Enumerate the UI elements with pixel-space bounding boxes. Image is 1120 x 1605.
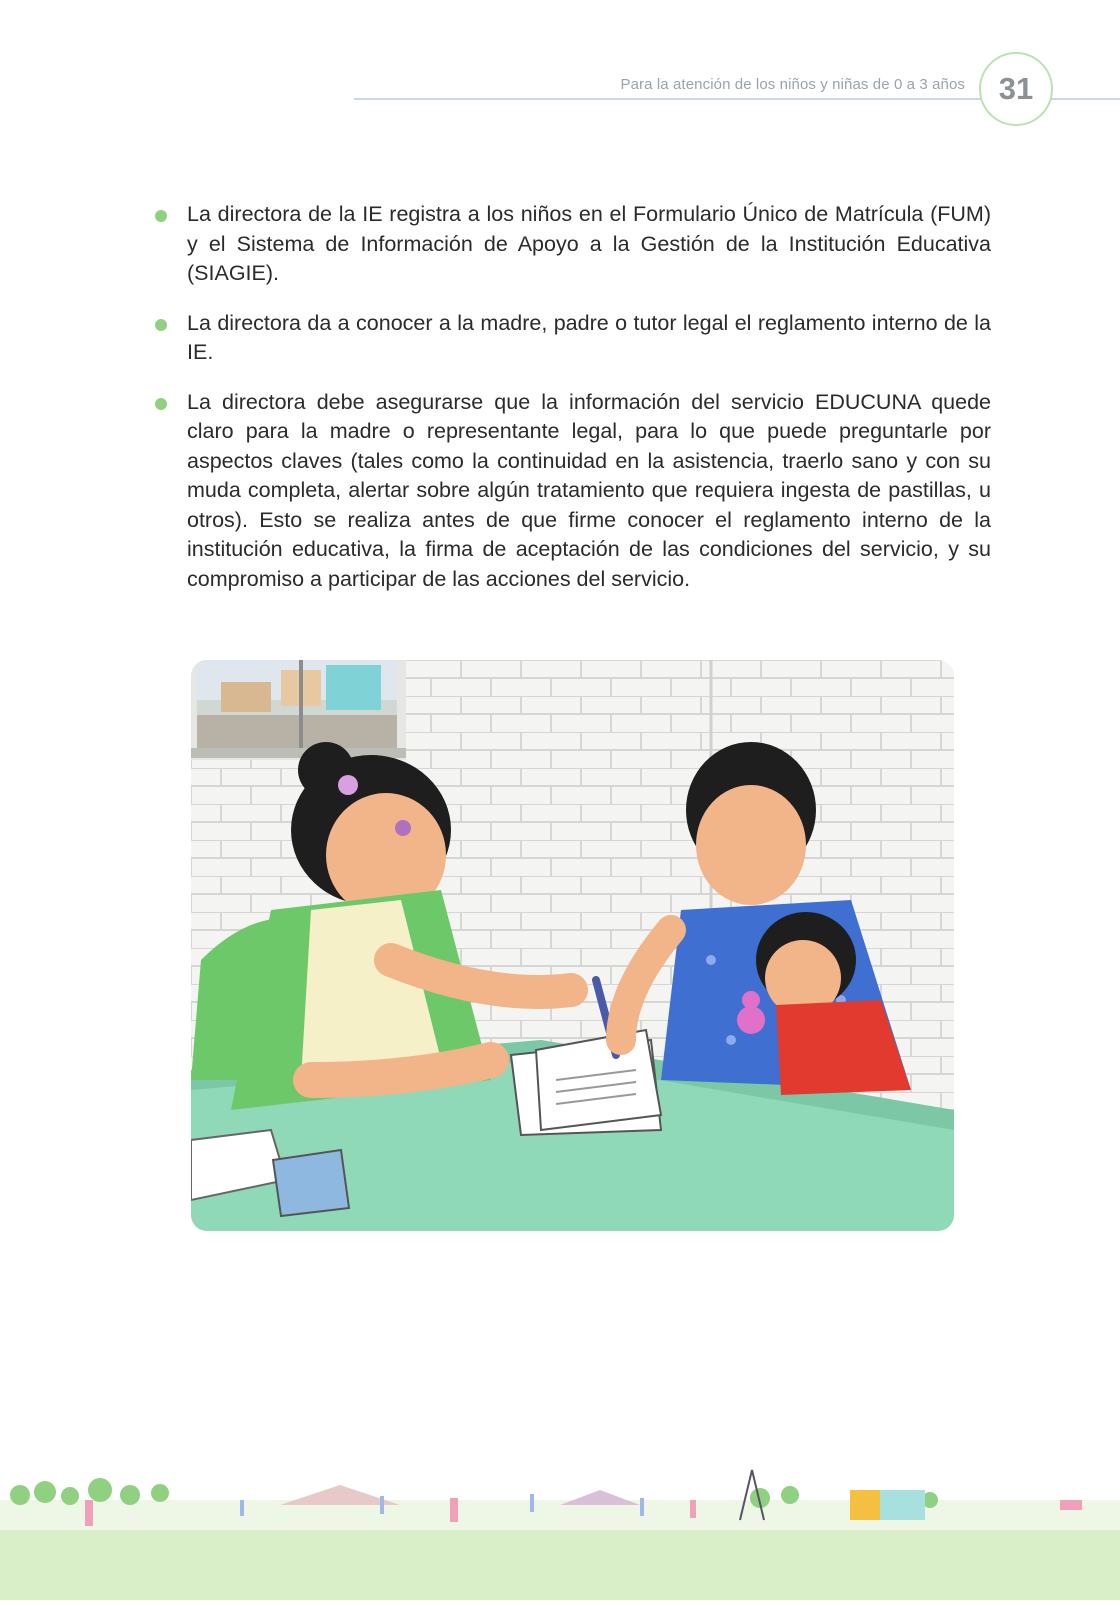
bullet-dot-icon [155, 319, 167, 331]
bullet-item [155, 309, 991, 368]
illustration-svg [191, 660, 954, 1231]
bullet-text: La directora debe asegurarse que la información del servicio EDUCUNA quede claro para la madre o representante legal, para lo que puede preguntarle por aspectos claves (tales como la continuidad en la asistencia, traerlo sano y con su muda completa, alertar sobre algún tratamiento que requiera ingesta de pastillas, u otros). Esto se realiza antes de que firme conocer el reglamento interno de la institución educativa, la firma de aceptación de las condiciones del servicio, y su compromiso a participar de las acciones del servicio. [187, 389, 991, 591]
community-landscape-decoration [0, 1460, 1120, 1600]
bullet-dot-icon [155, 210, 167, 222]
footer-svg [0, 1460, 1120, 1600]
header-title: Para la atención de los niños y niñas de 0 a 3 años [620, 76, 965, 93]
page-number: 31 [979, 52, 1053, 126]
bullet-dot-icon [155, 398, 167, 410]
bullet-text: La directora de la IE registra a los niños en el Formulario Único de Matrícula (FUM) y el Sistema de Información de Apoyo a la Gestión de la Institución Educativa (SIAGIE). [187, 202, 991, 285]
bullet-text: La directora da a conocer a la madre, padre o tutor legal el reglamento interno de la IE. [187, 310, 991, 364]
bullet-item [155, 388, 991, 595]
bullet-item [155, 200, 991, 289]
bullet-list [155, 200, 991, 614]
enrollment-meeting-illustration [191, 660, 954, 1231]
